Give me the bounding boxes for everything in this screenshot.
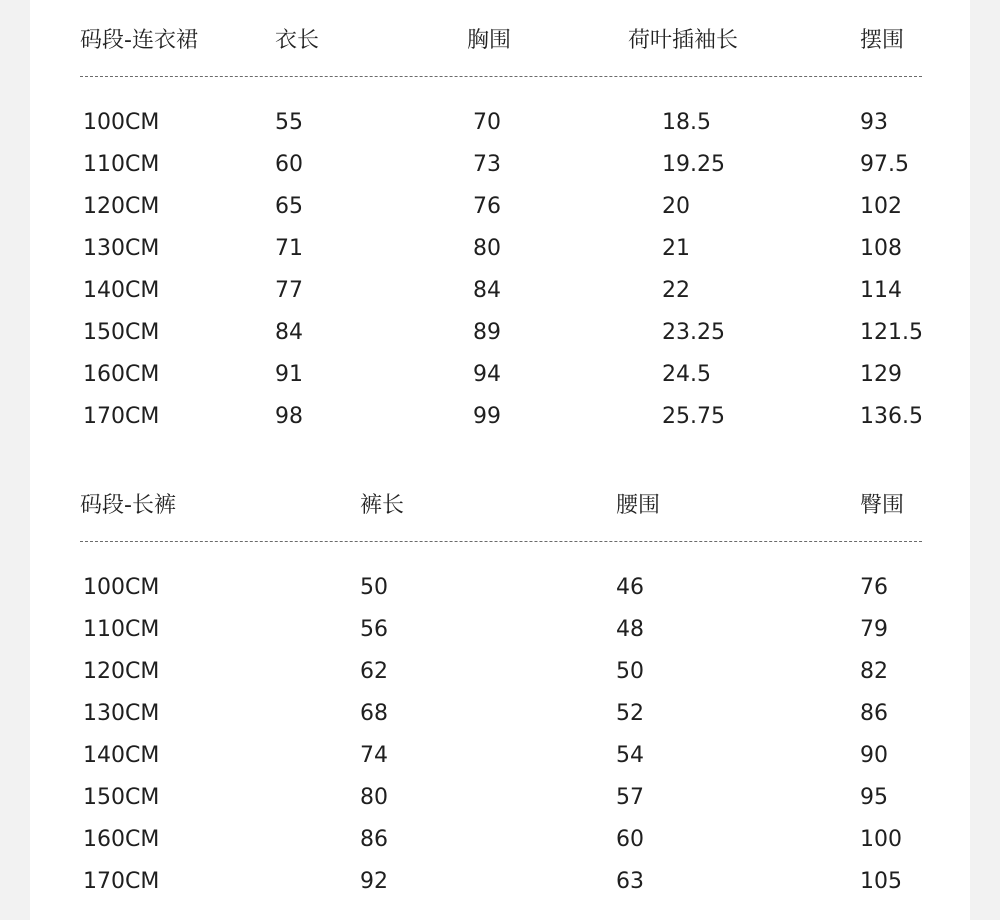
- dress-cell: 130CM: [83, 236, 160, 261]
- dress-cell: 55: [275, 110, 303, 135]
- dress-cell: 76: [473, 194, 501, 219]
- dress-cell: 136.5: [860, 404, 923, 429]
- dress-cell: 23.25: [662, 320, 725, 345]
- dress-cell: 140CM: [83, 278, 160, 303]
- pants-cell: 110CM: [83, 617, 160, 642]
- pants-cell: 170CM: [83, 869, 160, 894]
- dress-cell: 77: [275, 278, 303, 303]
- dress-cell: 65: [275, 194, 303, 219]
- dress-cell: 150CM: [83, 320, 160, 345]
- dress-cell: 24.5: [662, 362, 711, 387]
- pants-cell: 130CM: [83, 701, 160, 726]
- dress-cell: 160CM: [83, 362, 160, 387]
- dress-cell: 89: [473, 320, 501, 345]
- pants-cell: 48: [616, 617, 644, 642]
- size-chart-card: [30, 0, 970, 920]
- pants-header-waist: 腰围: [616, 493, 661, 518]
- pants-cell: 50: [616, 659, 644, 684]
- dress-cell: 91: [275, 362, 303, 387]
- pants-cell: 92: [360, 869, 388, 894]
- dress-header-chest: 胸围: [467, 28, 512, 53]
- pants-cell: 62: [360, 659, 388, 684]
- pants-cell: 100CM: [83, 575, 160, 600]
- dress-cell: 22: [662, 278, 690, 303]
- pants-cell: 150CM: [83, 785, 160, 810]
- dress-cell: 108: [860, 236, 902, 261]
- dress-header-hem: 摆围: [860, 28, 905, 53]
- dress-cell: 18.5: [662, 110, 711, 135]
- dress-header-divider: [80, 76, 922, 77]
- pants-header-hip: 臀围: [860, 493, 905, 518]
- pants-cell: 90: [860, 743, 888, 768]
- pants-cell: 86: [360, 827, 388, 852]
- dress-cell: 21: [662, 236, 690, 261]
- pants-cell: 74: [360, 743, 388, 768]
- dress-header-length: 衣长: [275, 28, 320, 53]
- dress-cell: 73: [473, 152, 501, 177]
- pants-cell: 140CM: [83, 743, 160, 768]
- pants-cell: 60: [616, 827, 644, 852]
- pants-cell: 100: [860, 827, 902, 852]
- dress-cell: 98: [275, 404, 303, 429]
- dress-cell: 170CM: [83, 404, 160, 429]
- dress-cell: 114: [860, 278, 902, 303]
- pants-header-divider: [80, 541, 922, 542]
- pants-cell: 46: [616, 575, 644, 600]
- pants-header-size: 码段-长裤: [80, 493, 176, 518]
- dress-header-sleeve: 荷叶插袖长: [628, 28, 739, 53]
- dress-cell: 84: [473, 278, 501, 303]
- pants-cell: 120CM: [83, 659, 160, 684]
- pants-cell: 95: [860, 785, 888, 810]
- pants-cell: 76: [860, 575, 888, 600]
- dress-cell: 71: [275, 236, 303, 261]
- pants-cell: 82: [860, 659, 888, 684]
- dress-cell: 93: [860, 110, 888, 135]
- dress-cell: 60: [275, 152, 303, 177]
- pants-cell: 52: [616, 701, 644, 726]
- dress-header-size: 码段-连衣裙: [80, 28, 198, 53]
- pants-cell: 50: [360, 575, 388, 600]
- dress-cell: 100CM: [83, 110, 160, 135]
- dress-cell: 94: [473, 362, 501, 387]
- pants-cell: 56: [360, 617, 388, 642]
- dress-cell: 97.5: [860, 152, 909, 177]
- dress-cell: 121.5: [860, 320, 923, 345]
- dress-cell: 84: [275, 320, 303, 345]
- dress-cell: 25.75: [662, 404, 725, 429]
- pants-cell: 86: [860, 701, 888, 726]
- pants-cell: 160CM: [83, 827, 160, 852]
- dress-cell: 80: [473, 236, 501, 261]
- dress-cell: 129: [860, 362, 902, 387]
- dress-cell: 110CM: [83, 152, 160, 177]
- pants-header-length: 裤长: [360, 493, 405, 518]
- pants-cell: 79: [860, 617, 888, 642]
- dress-cell: 20: [662, 194, 690, 219]
- pants-cell: 68: [360, 701, 388, 726]
- pants-cell: 63: [616, 869, 644, 894]
- pants-cell: 105: [860, 869, 902, 894]
- pants-cell: 80: [360, 785, 388, 810]
- dress-cell: 102: [860, 194, 902, 219]
- dress-cell: 99: [473, 404, 501, 429]
- dress-cell: 120CM: [83, 194, 160, 219]
- dress-cell: 19.25: [662, 152, 725, 177]
- dress-cell: 70: [473, 110, 501, 135]
- pants-cell: 57: [616, 785, 644, 810]
- pants-cell: 54: [616, 743, 644, 768]
